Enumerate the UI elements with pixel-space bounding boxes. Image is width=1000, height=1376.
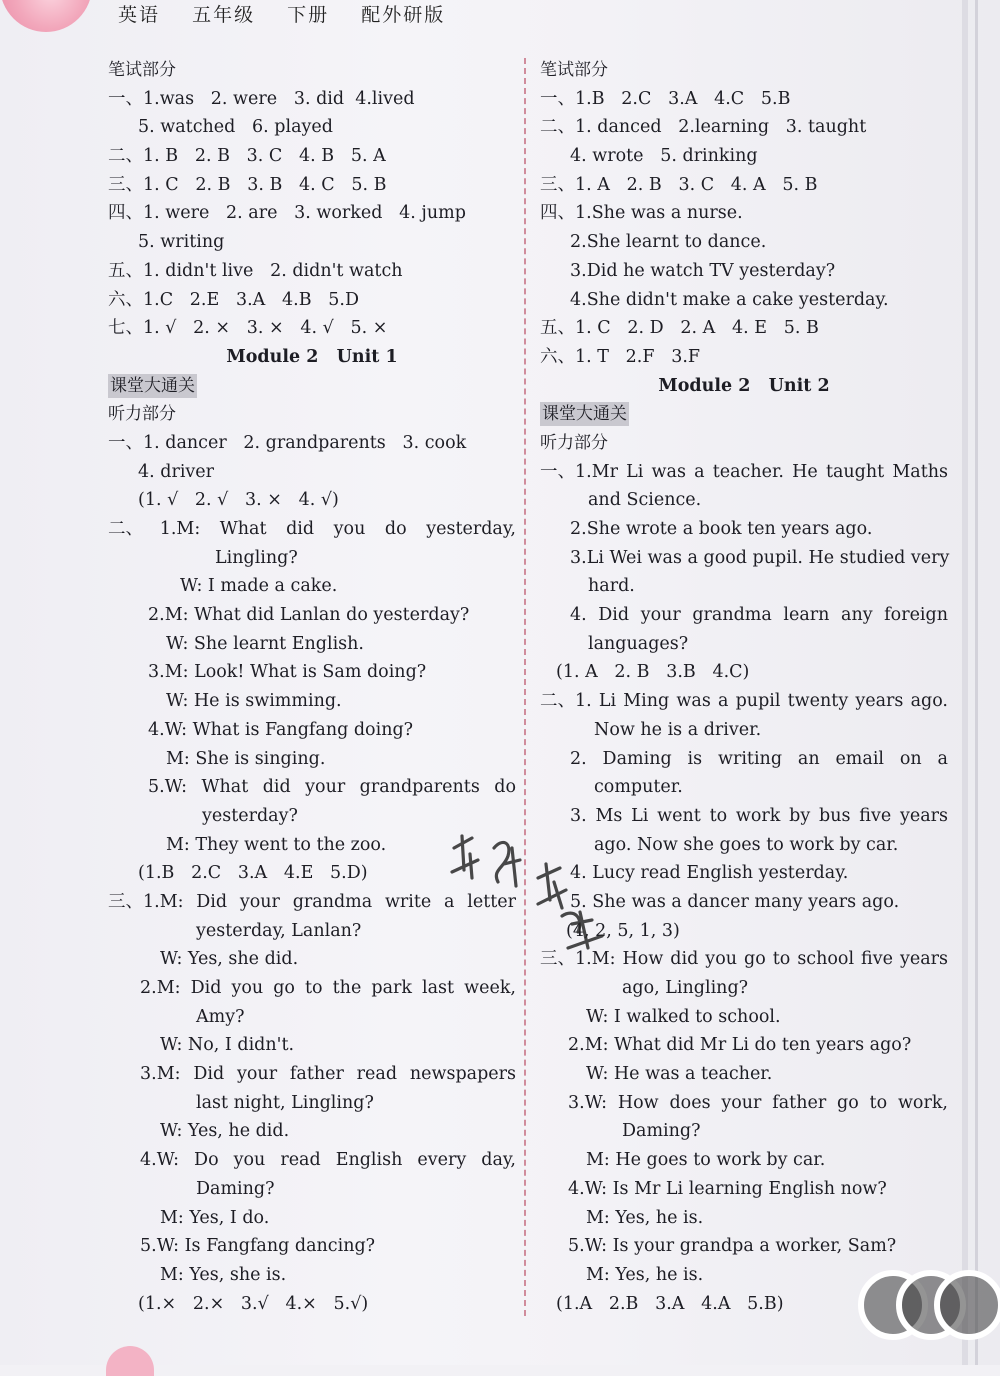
dialogue-line: yesterday? bbox=[202, 805, 298, 826]
answer-key: (1.× 2.× 3.√ 4.× 5.√) bbox=[138, 1293, 369, 1314]
dialogue-line: 2.M: What did Lanlan do yesterday? bbox=[148, 605, 470, 626]
answer-row: 七、1. √ 2. × 3. × 4. √ 5. × bbox=[108, 318, 388, 339]
answer-row: 三、1. C 2. B 3. B 4. C 5. B bbox=[108, 174, 387, 195]
answer-row: 5. watched 6. played bbox=[138, 117, 333, 138]
dialogue-line: M: She is singing. bbox=[166, 748, 326, 769]
watermark-seal bbox=[934, 1270, 1000, 1340]
dialogue-line: 4.W: Is Mr Li learning English now? bbox=[568, 1178, 887, 1199]
sentence-line: 4. Lucy read English yesterday. bbox=[570, 863, 849, 884]
dialogue-line: W: Yes, she did. bbox=[160, 949, 299, 970]
left-column bbox=[108, 56, 516, 1318]
section-heading: 笔试部分 bbox=[108, 60, 176, 80]
dialogue-line: Daming? bbox=[622, 1121, 701, 1142]
dialogue-line: 3.M: Did your father read newspapers bbox=[140, 1064, 516, 1085]
answer-row: 二、1. B 2. B 3. C 4. B 5. A bbox=[108, 146, 386, 167]
dialogue-line: last night, Lingling? bbox=[196, 1092, 374, 1113]
dialogue-line: 2.M: Did you go to the park last week, bbox=[140, 978, 516, 998]
dialogue-line: 三、 1.M: How did you go to school five years bbox=[540, 949, 948, 970]
section-heading: 听力部分 bbox=[108, 404, 176, 425]
header-grade: 五年级 bbox=[192, 4, 256, 26]
sentence-line: 4. Did your grandma learn any foreign bbox=[570, 605, 948, 626]
dialogue-line: 二、 1.M: What did you do yesterday, bbox=[108, 519, 516, 539]
dialogue-line: 5.W: Is Fangfang dancing? bbox=[140, 1236, 376, 1257]
site-watermark bbox=[858, 1270, 998, 1365]
answer-row: 一、1.B 2.C 3.A 4.C 5.B bbox=[540, 88, 791, 109]
sentence-line: 3.Li Wei was a good pupil. He studied very bbox=[570, 547, 950, 568]
dialogue-line: 2.M: What did Mr Li do ten years ago? bbox=[568, 1035, 912, 1056]
dialogue-line: 三、 1.M: Did your grandma write a letter bbox=[108, 891, 516, 912]
answer-key: (1. √ 2. √ 3. × 4. √) bbox=[138, 490, 339, 511]
answer-row: 4.She didn't make a cake yesterday. bbox=[570, 289, 889, 310]
section-tag-row bbox=[540, 400, 948, 429]
header-volume: 下册 bbox=[287, 4, 330, 26]
dialogue-line: M: He goes to work by car. bbox=[586, 1150, 826, 1171]
dialogue-line: Lingling? bbox=[215, 547, 298, 568]
answer-key: (4, 2, 5, 1, 3) bbox=[566, 920, 680, 941]
answer-row: 2.She learnt to dance. bbox=[570, 232, 767, 253]
dialogue-line: yesterday, Lanlan? bbox=[196, 920, 362, 941]
answer-key: (1. A 2. B 3.B 4.C) bbox=[556, 662, 750, 683]
dialogue-line: Daming? bbox=[196, 1178, 275, 1199]
dialogue-line: ago, Lingling? bbox=[622, 978, 749, 998]
answer-row: 4. driver bbox=[138, 461, 215, 482]
answer-row: 一、1. dancer 2. grandparents 3. cook bbox=[108, 432, 467, 453]
header-text bbox=[118, 0, 469, 27]
dialogue-line: 3.M: Look! What is Sam doing? bbox=[148, 662, 427, 683]
dialogue-line: M: They went to the zoo. bbox=[166, 834, 387, 855]
sentence-line: 3. Ms Li went to work by bus five years bbox=[570, 805, 948, 826]
right-column bbox=[540, 56, 948, 1318]
dialogue-line: W: She learnt English. bbox=[166, 633, 364, 654]
dialogue-line: W: No, I didn't. bbox=[160, 1035, 295, 1056]
sentence-line: languages? bbox=[588, 633, 689, 654]
answer-row: 4. wrote 5. drinking bbox=[570, 146, 758, 167]
sentence-line: 2. Daming is writing an email on a bbox=[570, 748, 948, 769]
dialogue-line: W: I made a cake. bbox=[180, 576, 338, 597]
header-subject: 英语 bbox=[118, 4, 161, 26]
page-header bbox=[0, 0, 1000, 40]
answer-row: 5. writing bbox=[138, 232, 225, 253]
section-tag-row bbox=[108, 372, 516, 401]
dialogue-line: W: Yes, he did. bbox=[160, 1121, 290, 1142]
section-tag: 课堂大通关 bbox=[110, 375, 195, 396]
answer-row: 六、1. T 2.F 3.F bbox=[540, 346, 701, 367]
answer-row: 四、1. were 2. are 3. worked 4. jump bbox=[108, 203, 466, 224]
dialogue-line: 4.W: What is Fangfang doing? bbox=[148, 719, 414, 740]
answer-key: (1.B 2.C 3.A 4.E 5.D) bbox=[138, 863, 368, 884]
footer-decoration bbox=[106, 1346, 154, 1376]
dialogue-line: M: Yes, I do. bbox=[160, 1207, 270, 1228]
dialogue-line: W: He is swimming. bbox=[166, 691, 342, 712]
module-title: Module 2 Unit 2 bbox=[658, 375, 830, 396]
page-edge bbox=[962, 0, 968, 1365]
dialogue-line: M: Yes, he is. bbox=[586, 1264, 704, 1285]
sentence-line: 一、 1.Mr Li was a teacher. He taught Maths bbox=[540, 461, 948, 482]
dialogue-line: W: He was a teacher. bbox=[586, 1064, 773, 1085]
answer-row: 四、1.She was a nurse. bbox=[540, 203, 743, 224]
sentence-line: 二、 1. Li Ming was a pupil twenty years ago. bbox=[540, 691, 948, 712]
dialogue-line: Amy? bbox=[196, 1006, 245, 1027]
dialogue-line: 4.W: Do you read English every day, bbox=[140, 1150, 516, 1171]
answer-row: 五、1. C 2. D 2. A 4. E 5. B bbox=[540, 318, 819, 339]
sentence-line: 2.She wrote a book ten years ago. bbox=[570, 519, 873, 539]
module-title: Module 2 Unit 1 bbox=[226, 346, 398, 367]
column-divider bbox=[524, 58, 526, 1316]
sentence-line: and Science. bbox=[588, 490, 702, 511]
answer-row: 五、1. didn't live 2. didn't watch bbox=[108, 260, 403, 281]
answer-row: 六、1.C 2.E 3.A 4.B 5.D bbox=[108, 289, 360, 310]
dialogue-line: 5.W: Is your grandpa a worker, Sam? bbox=[568, 1236, 897, 1257]
sentence-line: computer. bbox=[594, 777, 683, 798]
dialogue-line: 3.W: How does your father go to work, bbox=[568, 1092, 948, 1113]
answer-row: 3.Did he watch TV yesterday? bbox=[570, 260, 836, 281]
page-edge bbox=[975, 0, 978, 1365]
section-tag: 课堂大通关 bbox=[542, 404, 627, 425]
dialogue-line: M: Yes, she is. bbox=[160, 1264, 287, 1285]
header-edition: 配外研版 bbox=[361, 4, 446, 26]
corner-logo bbox=[0, 0, 92, 32]
dialogue-line: W: I walked to school. bbox=[586, 1006, 781, 1027]
section-heading: 笔试部分 bbox=[540, 60, 608, 80]
answer-row: 二、1. danced 2.learning 3. taught bbox=[540, 117, 867, 138]
section-heading: 听力部分 bbox=[540, 432, 608, 453]
sentence-line: ago. Now she goes to work by car. bbox=[594, 834, 899, 855]
answer-row: 一、1.was 2. were 3. did 4.lived bbox=[108, 88, 415, 109]
sentence-line: hard. bbox=[588, 576, 635, 597]
sentence-line: 5. She was a dancer many years ago. bbox=[570, 891, 900, 912]
answer-row: 三、1. A 2. B 3. C 4. A 5. B bbox=[540, 174, 818, 195]
sentence-line: Now he is a driver. bbox=[594, 719, 762, 740]
dialogue-line: 5.W: What did your grandparents do bbox=[148, 777, 516, 798]
dialogue-line: M: Yes, he is. bbox=[586, 1207, 704, 1228]
answer-key: (1.A 2.B 3.A 4.A 5.B) bbox=[556, 1293, 784, 1314]
